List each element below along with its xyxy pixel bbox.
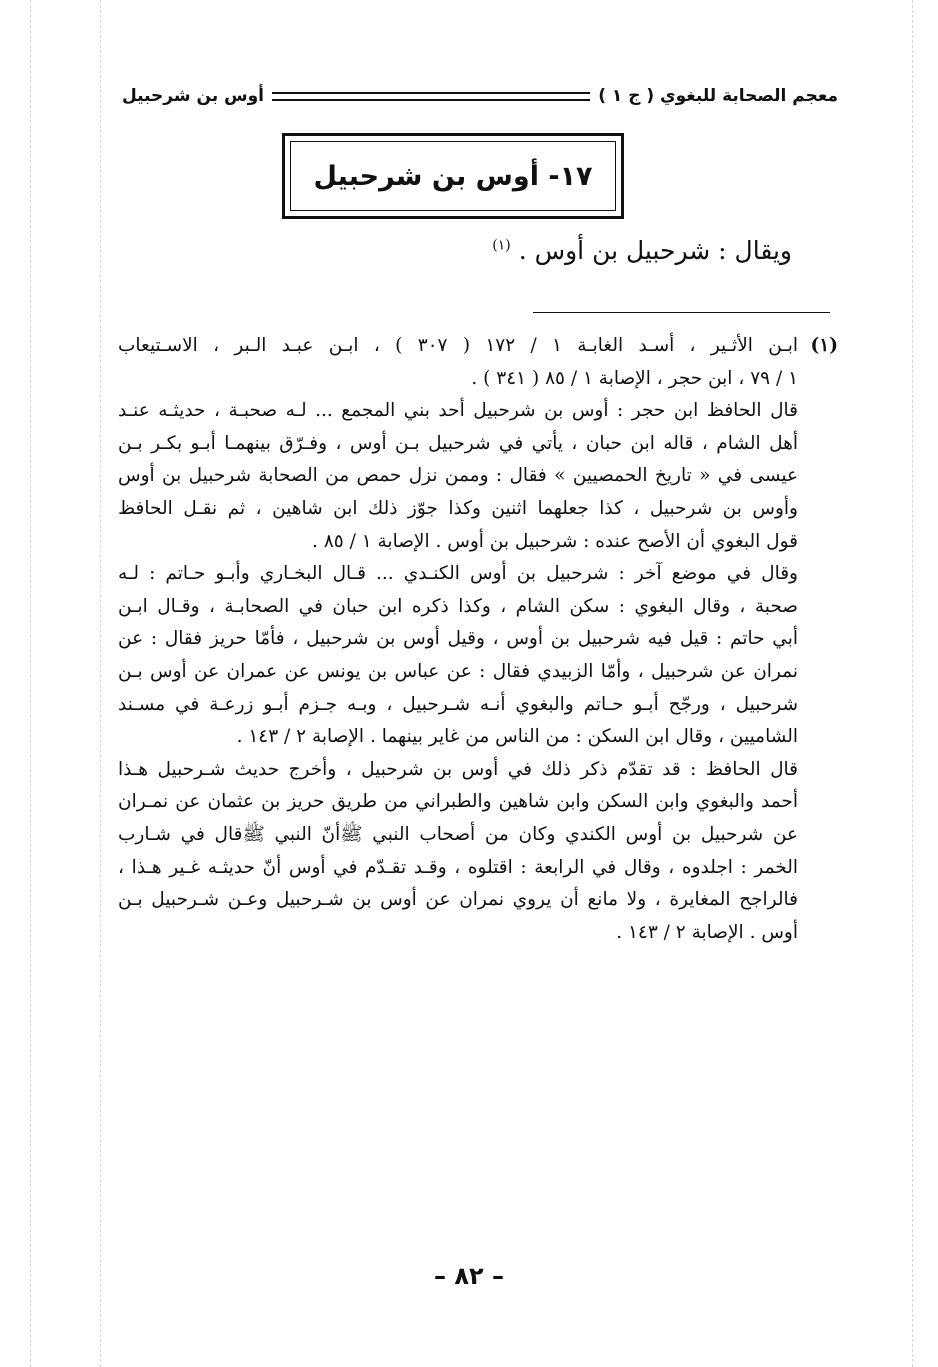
entry-title-inner-frame: [290, 141, 616, 211]
footnote-number: (١): [810, 335, 838, 356]
footnote-line: عيسى في « تاريخ الحمصيين » فقال : وممن نزل حمص من الصحابة شرحبيل بن أوس: [118, 465, 798, 487]
running-header: [122, 82, 838, 110]
footnote-line: الخمر : اجلدوه ، وقال في الرابعة : اقتلوه ، وقـد تقـدّم في أوس أنّ حديثـه غـير هـذا ،: [118, 856, 798, 878]
footnote-ref: (١): [492, 237, 511, 254]
footnote-line: أحمد والبغوي وابن السكن وابن شاهين والطبراني من طريق حريز بن عثمان عن نمـران: [118, 791, 798, 813]
entry-title-box: [282, 133, 624, 219]
footnote-commentary: [118, 395, 838, 949]
footnote-line: وأوس بن شرحبيل ، كذا جعلهما اثنين وكذا جوّز ذلك ابن شاهين ، ثم نقـل الحافظ: [118, 497, 798, 519]
lead-text: ويقال : شرحبيل بن أوس .: [518, 236, 792, 265]
page-number: – ٨٢ –: [433, 1262, 504, 1290]
footnote-line: قول البغوي أن الأصح عنده : شرحبيل بن أوس . الإصابة ١ / ٨٥ .: [312, 530, 798, 552]
footnote-line: قال الحافظ ابن حجر : أوس بن شرحبيل أحد بني المجمع ... لـه صحبـة ، حديثـه عنـد: [118, 400, 798, 422]
footnote-first-row: [118, 330, 838, 395]
footnote-line: ١ / ٧٩ ، ابن حجر ، الإصابة ١ / ٨٥ ( ٣٤١ ) .: [471, 367, 798, 389]
scan-artifact-line: [30, 0, 31, 1367]
header-entry-name: أوس بن شرحبيل: [122, 86, 264, 106]
scan-artifact-line: [100, 0, 101, 1367]
footnote-line: فالراجح المغايرة ، ولا مانع أن يروي نمران عن أوس بن شـرحبيل وعـن شـرحبيل بـن: [118, 889, 798, 911]
footnote-separator: [533, 312, 830, 313]
footnote-block: [118, 330, 838, 949]
entry-title: ١٧- أوس بن شرحبيل: [313, 160, 593, 192]
header-rule: [272, 92, 590, 101]
header-book-title: معجم الصحابة للبغوي ( ج ١ ): [598, 86, 838, 106]
footnote-line: أهل الشام ، قاله ابن حبان ، يأتي في شرحبيل بـن أوس ، وفـرّق بينهمـا أبـو بكـر بـن: [118, 432, 798, 454]
footnote-line: وقال في موضع آخر : شرحبيل بن أوس الكنـدي ... قـال البخـاري وأبـو حـاتم : لـه: [118, 563, 798, 585]
footnote-line: قال الحافظ : قد تقدّم ذكر ذلك في أوس بن شرحبيل ، وأخرج حديث شـرحبيل هـذا: [118, 758, 798, 780]
footnote-line: الشاميين ، وقال ابن السكن : من الناس من غاير بينهما . الإصابة ٢ / ١٤٣ .: [236, 726, 798, 748]
lead-line: [492, 236, 792, 265]
footnote-line: نمران عن شرحبيل ، وأمّا الزبيدي فقال : عن عباس بن يونس عن عمران عن أوس بـن: [118, 660, 798, 682]
footnote-line: صحبة ، وقال البغوي : سكن الشام ، وكذا ذكره ابن حبان في الصحابـة ، وقـال ابـن: [118, 595, 798, 617]
scan-artifact-line: [912, 0, 913, 1367]
footnote-line: أوس . الإصابة ٢ / ١٤٣ .: [616, 921, 798, 943]
footnote-line: أبي حاتم : قيل فيه شرحبيل بن أوس ، وقيل أوس بن شرحبيل ، فأمّا حريز فقال : عن: [118, 628, 798, 650]
footnote-line: عن شرحبيل بن أوس الكندي وكان من أصحاب النبي ﷺأنّ النبي ﷺقال في شـارب: [118, 823, 798, 845]
footnote-line: ابـن الأثـير ، أسـد الغابـة ١ / ١٧٢ ( ٣٠٧ ) ، ابـن عبـد الـبر ، الاسـتيعاب: [118, 335, 798, 356]
footnote-line: شرحبيل ، ورجّح أبـو حـاتم والبغوي أنـه شـرحبيل ، وبـه جـزم أبـو زرعـة في مسـند: [118, 693, 798, 715]
